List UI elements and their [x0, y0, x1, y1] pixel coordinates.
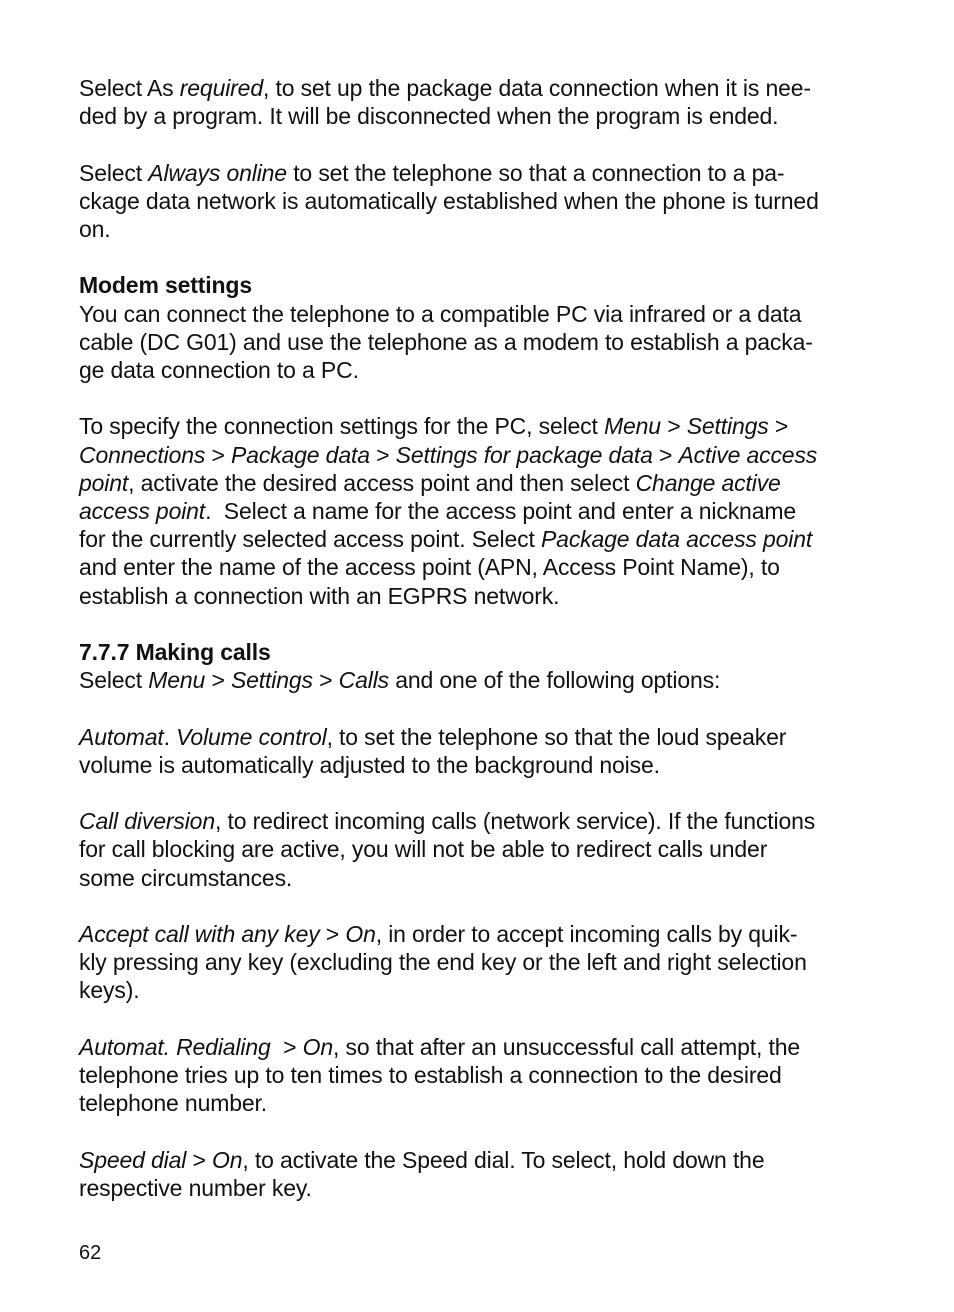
text-line: ded by a program. It will be disconnected when the program is ended.	[79, 103, 779, 130]
text-line	[79, 412, 869, 440]
paragraph-volume-control	[79, 723, 869, 779]
text-run: To specify the connection settings for the PC, select	[79, 413, 605, 440]
text-run: , so that after an unsuccessful call attempt, the	[333, 1033, 801, 1060]
text-line	[79, 723, 869, 751]
italic-settings-for-package-data: Settings for package data	[395, 441, 653, 468]
text-run: for the currently selected access point. Select	[79, 526, 541, 553]
text-line	[79, 74, 869, 102]
italic-settings: Settings	[230, 667, 313, 694]
text-run: .	[163, 723, 177, 750]
page-number: 62	[79, 1242, 102, 1264]
text-line: for call blocking are active, you will not be able to redirect calls under	[79, 836, 768, 863]
text-line	[79, 807, 869, 835]
paragraph-redialing	[79, 1033, 869, 1118]
text-run: >	[768, 413, 789, 440]
section-modem-settings	[79, 271, 869, 384]
italic-automat-redialing: Automat. Redialing	[79, 1033, 271, 1060]
text-run: and one of the following options:	[389, 667, 721, 694]
text-line: establish a connection with an EGPRS network.	[79, 582, 560, 609]
text-run: . Select a name for the access point and enter a nickname	[205, 498, 796, 524]
text-line: keys).	[79, 977, 140, 1004]
italic-menu: Menu	[604, 413, 661, 440]
paragraph-always-online	[79, 159, 869, 244]
italic-option-always-online: Always online	[148, 159, 287, 186]
text-line	[79, 920, 869, 948]
text-run: , to set up the package data connection when it is nee-	[262, 75, 811, 101]
italic-point: point	[79, 469, 129, 496]
text-run: >	[186, 1146, 212, 1173]
italic-volume-control: Volume control	[176, 723, 327, 750]
section-making-calls	[79, 638, 869, 694]
text-run: >	[319, 920, 346, 947]
text-line	[79, 1033, 869, 1061]
text-run: , to activate the Speed dial. To select, hold down the	[242, 1146, 765, 1173]
paragraph-speed-dial	[79, 1146, 869, 1202]
italic-accept-call-with-any-key: Accept call with any key	[79, 920, 320, 947]
text-run: Select	[79, 159, 149, 186]
text-line: cable (DC G01) and use the telephone as a modem to establish a packa-	[79, 328, 813, 355]
text-line: ckage data network is automatically established when the phone is turned	[79, 187, 819, 214]
italic-menu: Menu	[148, 667, 206, 694]
italic-calls: Calls	[338, 667, 390, 694]
text-line: volume is automatically adjusted to the background noise.	[79, 751, 660, 778]
text-run: Select	[79, 667, 149, 694]
italic-on: On	[302, 1033, 334, 1060]
text-line	[79, 525, 869, 553]
text-line	[79, 441, 869, 469]
italic-package-data: Package data	[230, 441, 370, 468]
text-run: , to redirect incoming calls (network service). If the functions	[214, 808, 816, 835]
heading-modem-settings: Modem settings	[79, 272, 252, 299]
text-line: ge data connection to a PC.	[79, 357, 359, 383]
paragraph-call-diversion	[79, 807, 869, 892]
italic-active-access: Active access	[678, 441, 818, 468]
text-line	[79, 159, 869, 187]
text-run: >	[652, 441, 679, 468]
text-run: >	[270, 1033, 303, 1060]
text-line: respective number key.	[79, 1174, 312, 1201]
text-line: telephone number.	[79, 1090, 267, 1117]
italic-change-active: Change active	[635, 469, 781, 496]
text-run: >	[205, 441, 231, 468]
italic-access-point: access point	[79, 498, 206, 524]
text-run: , in order to accept incoming calls by quik-	[375, 920, 798, 947]
text-line	[79, 666, 869, 694]
text-run: , to set the telephone so that the loud speaker	[326, 723, 787, 750]
text-run: >	[660, 413, 687, 440]
paragraph-connection-settings	[79, 412, 869, 609]
text-line: some circumstances.	[79, 864, 293, 891]
text-line: You can connect the telephone to a compatible PC via infrared or a data	[79, 300, 802, 327]
text-line: and enter the name of the access point (APN, Access Point Name), to	[79, 554, 780, 581]
text-line	[79, 1146, 869, 1174]
italic-on: On	[211, 1146, 243, 1173]
paragraph-accept-call	[79, 920, 869, 1005]
text-run: to set the telephone so that a connection to a pa-	[286, 159, 785, 186]
italic-automat: Automat	[79, 723, 164, 750]
text-line	[79, 469, 869, 497]
text-line: telephone tries up to ten times to establish a connection to the desired	[79, 1061, 782, 1088]
italic-option-required: required	[179, 75, 263, 101]
italic-package-data-access-point: Package data access point	[540, 526, 813, 553]
text-run: >	[312, 667, 339, 694]
text-run: Select As	[79, 75, 180, 101]
italic-settings: Settings	[686, 413, 769, 440]
text-run: , activate the desired access point and then select	[128, 469, 636, 496]
italic-on: On	[345, 920, 376, 947]
italic-connections: Connections	[79, 441, 206, 468]
italic-speed-dial: Speed dial	[79, 1146, 187, 1173]
italic-call-diversion: Call diversion	[79, 808, 215, 835]
document-page	[79, 74, 869, 1230]
heading-making-calls: 7.7.7 Making calls	[79, 639, 271, 665]
text-line: on.	[79, 216, 111, 242]
text-line: kly pressing any key (excluding the end key or the left and right selection	[79, 949, 807, 976]
text-line	[79, 497, 869, 525]
text-run: >	[205, 667, 231, 694]
paragraph-as-required	[79, 74, 869, 130]
text-run: >	[369, 441, 396, 468]
